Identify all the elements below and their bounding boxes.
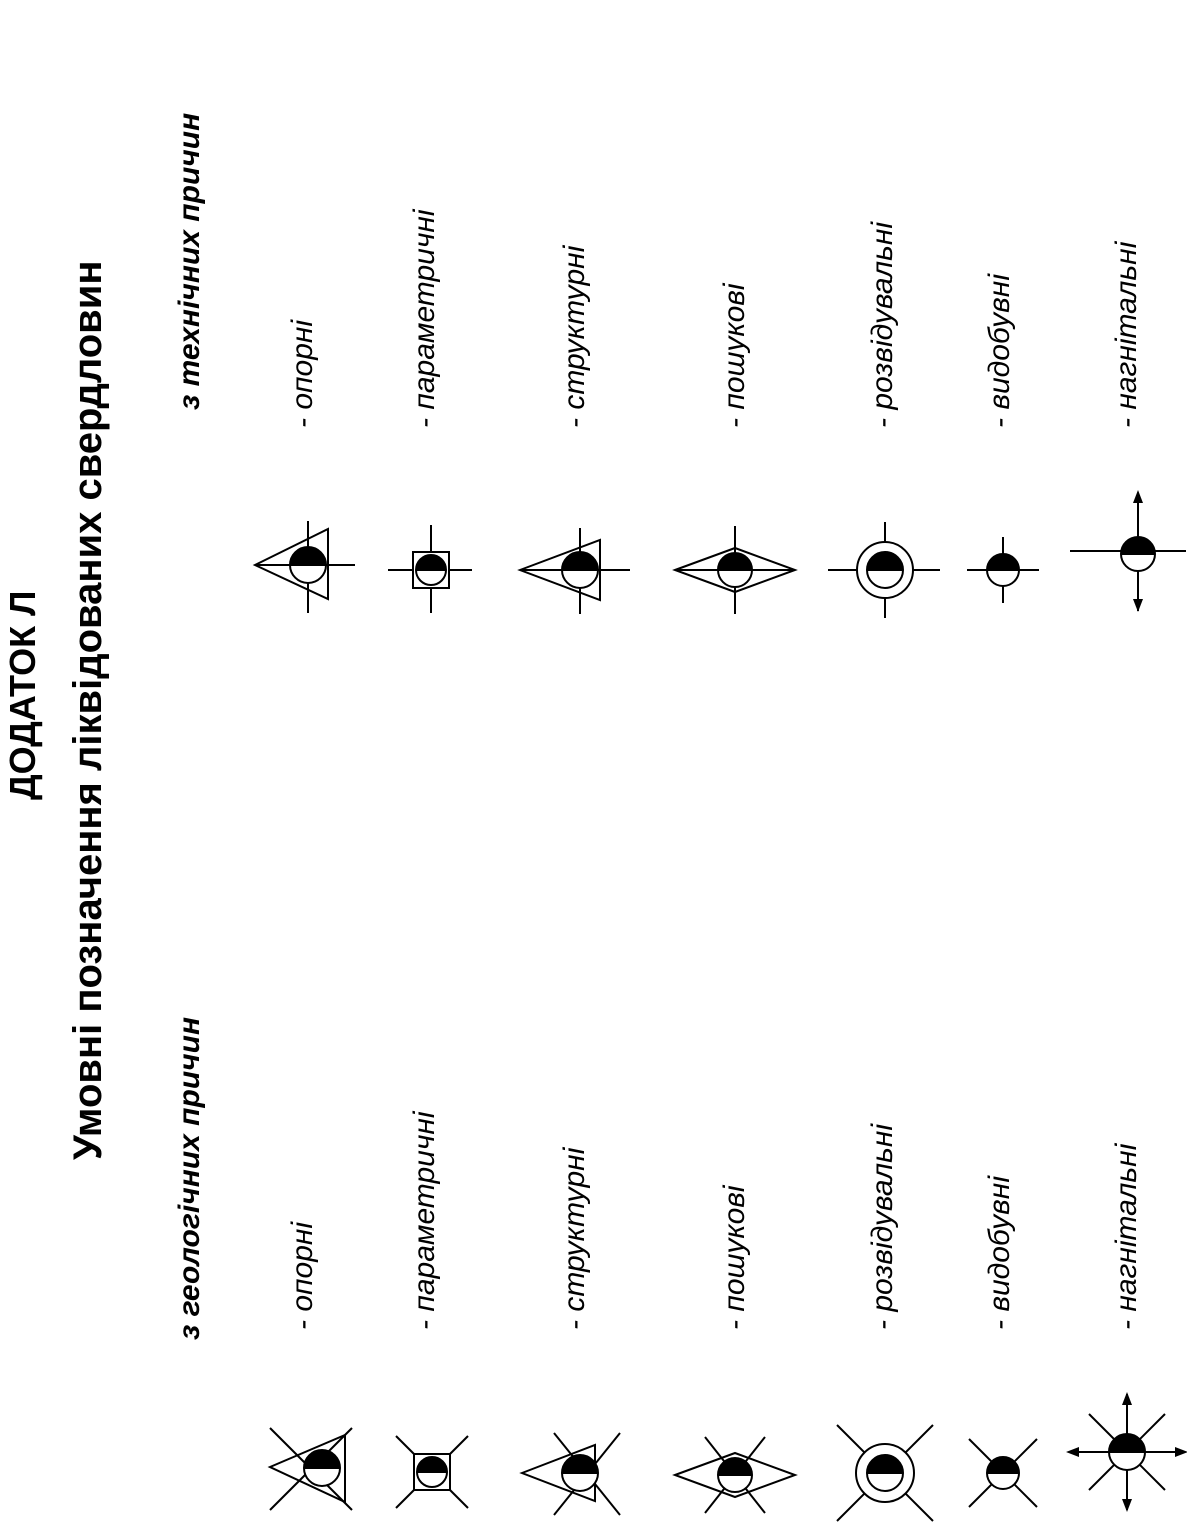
tech-label-reference: - опорні	[286, 319, 319, 428]
diamond-well-icon	[673, 522, 797, 618]
geo-label-parametric: - параметричні	[408, 1111, 441, 1330]
triangle-well-icon	[255, 517, 355, 617]
double-circle-well-icon	[828, 520, 940, 620]
section-technical: з технічних причин	[173, 112, 206, 410]
geo-label-prospecting: - пошукові	[718, 1185, 751, 1330]
section-geological: з геологічних причин	[173, 1016, 206, 1340]
arrows-well-icon	[1068, 490, 1187, 612]
geo-label-structural: - структурні	[558, 1147, 591, 1330]
geo-label-production: - видобувні	[983, 1176, 1016, 1330]
page-title: Умовні позначення ліквідованих свердловин	[66, 260, 110, 1160]
arrows-well-icon	[1066, 1392, 1187, 1513]
double-circle-well-icon	[830, 1418, 940, 1528]
geo-label-exploration: - розвідувальні	[866, 1123, 899, 1330]
geo-label-injection: - нагнітальні	[1110, 1143, 1143, 1330]
tech-label-production: - видобувні	[983, 274, 1016, 428]
tech-label-parametric: - параметричні	[408, 209, 441, 428]
tech-label-prospecting: - пошукові	[718, 283, 751, 428]
square-well-icon	[385, 522, 475, 612]
half-diamond-well-icon	[520, 1428, 620, 1518]
tech-label-exploration: - розвідувальні	[866, 221, 899, 428]
appendix-title: ДОДАТОК Л	[2, 590, 43, 800]
triangle-well-icon	[265, 1425, 355, 1515]
tech-label-injection: - нагнітальні	[1110, 241, 1143, 428]
tech-label-structural: - структурні	[558, 245, 591, 428]
circle-well-icon	[965, 535, 1041, 605]
half-diamond-well-icon	[520, 525, 630, 615]
square-well-icon	[392, 1432, 472, 1512]
circle-well-icon	[966, 1436, 1040, 1510]
geo-label-reference: - опорні	[286, 1221, 319, 1330]
diamond-well-icon	[673, 1430, 797, 1520]
